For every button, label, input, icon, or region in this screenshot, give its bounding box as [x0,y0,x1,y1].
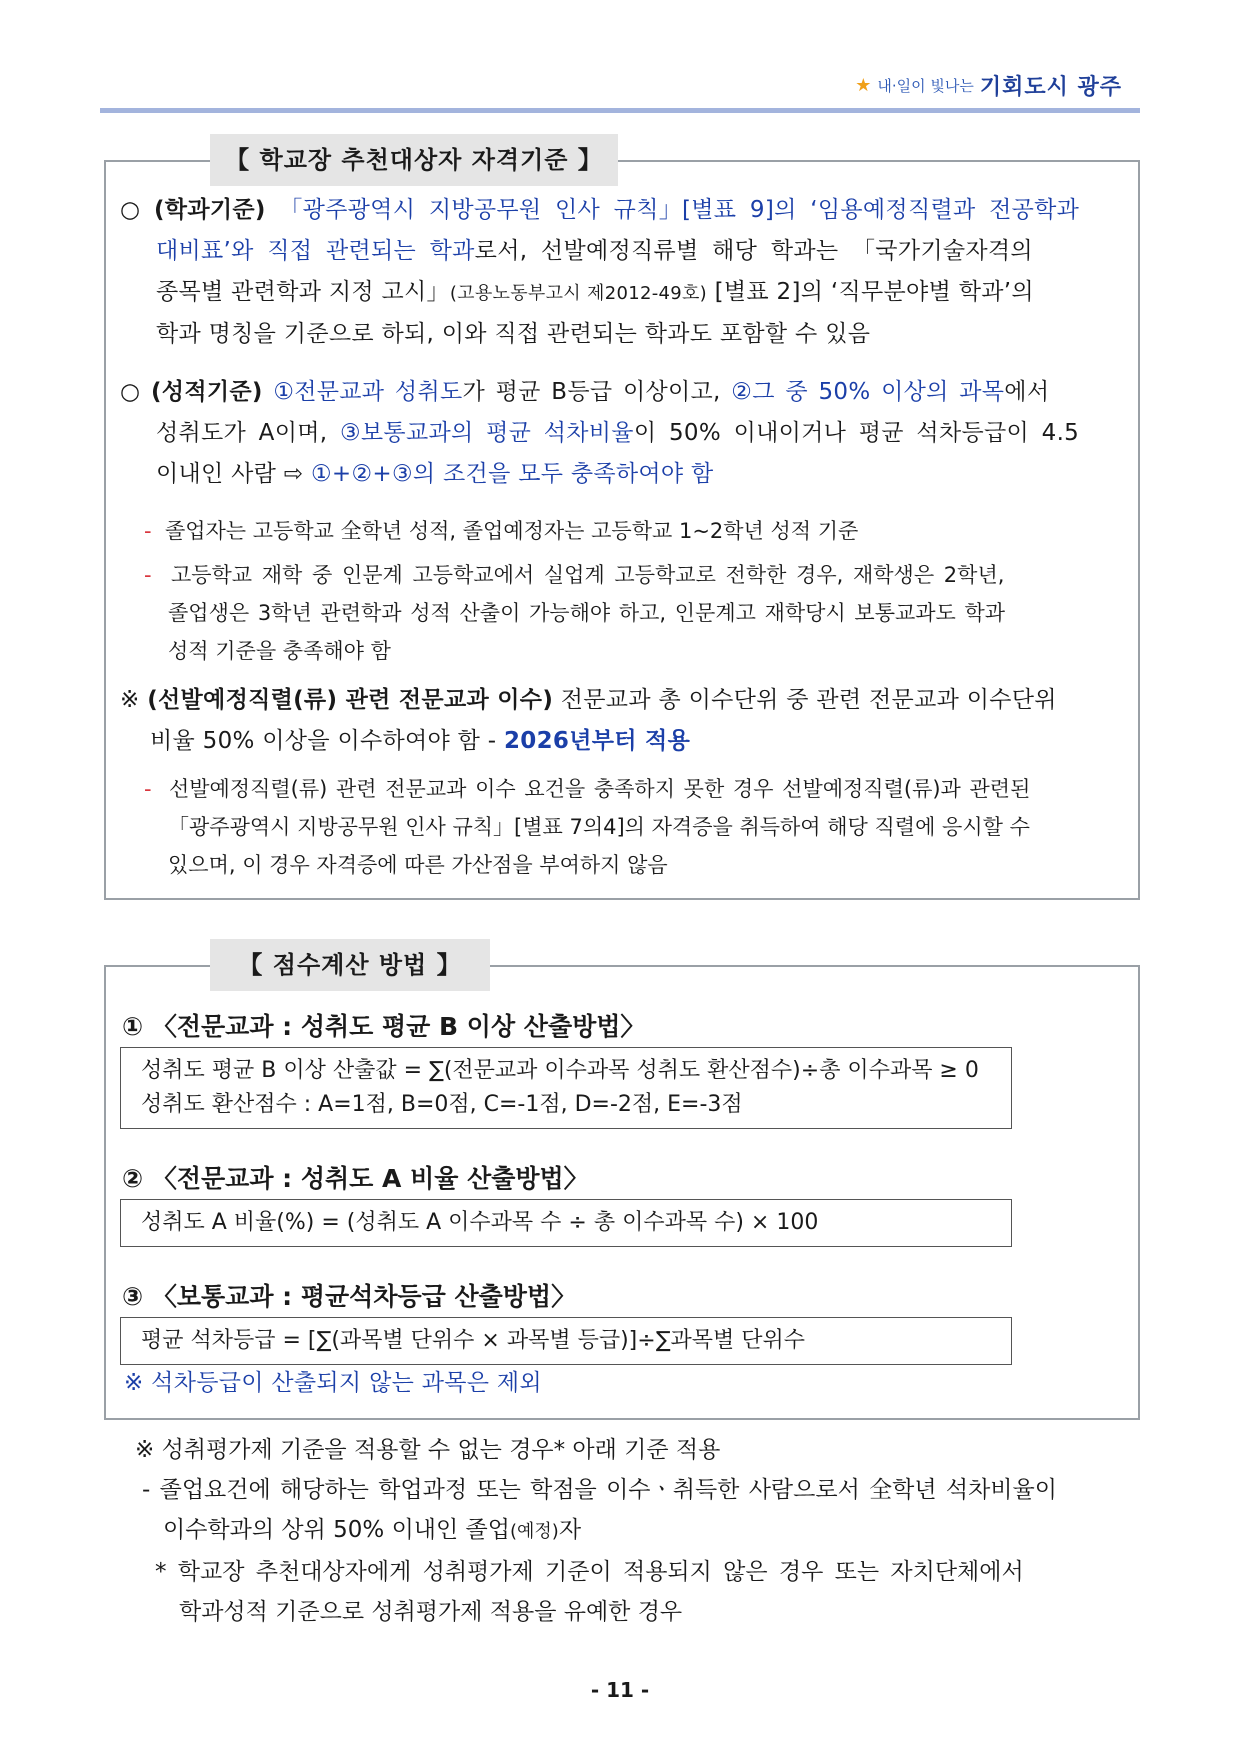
star-icon: ★ [855,75,872,96]
list-item: - 선발예정직렬(류) 관련 전문교과 이수 요건을 충족하지 못한 경우 선발예정직렬(류)과 관련된 「광주광역시 지방공무원 인사 규칙」[별표 7의4]의 자격증을 취득하여 해당 직렬에 응시할 수 있으며, 이 경우 자격증에 따른 가산점을 부여하지 않음 [144,777,1031,877]
header-rule [100,108,1140,113]
qualification-box [104,146,1140,900]
list-item: - 졸업자는 고등학교 全학년 성적, 졸업예정자는 고등학교 1~2학년 성적 기준 [144,519,859,543]
method-heading-2: ② 〈전문교과 : 성취도 A 비율 산출방법〉 [122,1164,589,1193]
formula-box-2: 성취도 A 비율(%) = (성취도 A 이수과목 수 ÷ 총 이수과목 수) × 100 [120,1199,1012,1247]
exclusion-note: ※ 석차등급이 산출되지 않는 과목은 제외 [124,1370,542,1396]
header-logo [855,70,1122,101]
qualification-title: 【 학교장 추천대상자 자격기준 】 [210,134,618,186]
major-note: ※ (선발예정직렬(류) 관련 전문교과 이수) 전문교과 총 이수단위 중 관련 전문교과 이수단위 비율 50% 이상을 이수하여야 함 - 2026년부터 적용 [120,687,1057,754]
list-item: - 고등학교 재학 중 인문계 고등학교에서 실업계 고등학교로 전학한 경우, 재학생은 2학년, 졸업생은 3학년 관련학과 성적 산출이 가능해야 하고, 인문계고 재학당시 보통교과도 학과 성적 기준을 충족해야 함 [144,563,1006,663]
score-method-box [104,951,1140,1420]
method-heading-1: ① 〈전문교과 : 성취도 평균 B 이상 산출방법〉 [122,1012,646,1041]
logo-city-name: 기회도시 광주 [979,75,1122,100]
method-heading-3: ③ 〈보통교과 : 평균석차등급 산출방법〉 [122,1282,577,1311]
dept-criteria: ○ (학과기준) 「광주광역시 지방공무원 인사 규칙」[별표 9]의 ‘임용예정직렬과 전공학과 대비표’와 직접 관련되는 학과로서, 선발예정직류별 해당 학과는 「국가기술자격의 종목별 관련학과 지정 고시」(고용노동부고시 제2012-49호) [별표 2]의 ‘직무분야별 학과’의 학과 명칭을 기준으로 하되, 이와 직접 관련되는 학과도 포함할 수 있음 [120,197,1080,347]
grade-criteria: ○ (성적기준) ①전문교과 성취도가 평균 B등급 이상이고, ②그 중 50% 이상의 과목에서 성취도가 A이며, ③보통교과의 평균 석차비율이 50% 이내이거나 평균 석차등급이 4.5 이내인 사람 ⇨ ①+②+③의 조건을 모두 충족하여야 함 [120,379,1080,487]
footer-notes: ※ 성취평가제 기준을 적용할 수 없는 경우* 아래 기준 적용 - 졸업요건에 해당하는 학업과정 또는 학점을 이수ㆍ취득한 사람으로서 全학년 석차비율이 이수학과의 상위 50% 이내인 졸업(예정)자 * 학교장 추천대상자에게 성취평가제 기준이 적용되지 않은 경우 또는 자치단체에서 학과성적 기준으로 성취평가제 적용을 유예한 경우 [135,1437,1057,1625]
logo-slogan: 내·일이 빛나는 [877,77,974,95]
score-method-title: 【 점수계산 방법 】 [210,939,490,991]
formula-box-3: 평균 석차등급 = [∑(과목별 단위수 × 과목별 등급)]÷∑과목별 단위수 [120,1317,1012,1365]
formula-box-1: 성취도 평균 B 이상 산출값 = ∑(전문교과 이수과목 성취도 환산점수)÷총 이수과목 ≥ 0 성취도 환산점수 : A=1점, B=0점, C=-1점, D=-2점, E=-3점 [120,1047,1012,1129]
page-number: - 11 - [590,1678,650,1702]
